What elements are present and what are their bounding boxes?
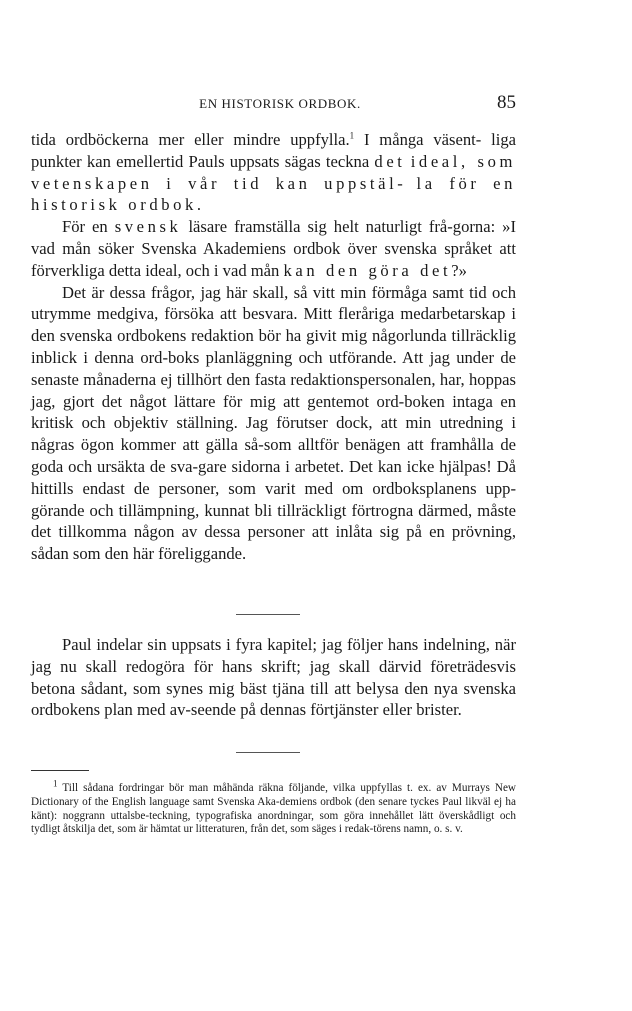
footnote-reference: 1 bbox=[349, 130, 355, 141]
text-run: . bbox=[196, 195, 202, 215]
paragraph-questions bbox=[31, 216, 516, 281]
footnote-rule bbox=[31, 770, 89, 771]
page-number: 85 bbox=[497, 92, 516, 113]
main-text-block bbox=[31, 129, 516, 565]
text-run: liga punkter kan emellertid Pauls uppsats sägas teckna bbox=[31, 130, 516, 171]
spaced-emphasis: la för en historisk ordbok bbox=[31, 173, 516, 215]
spaced-emphasis: svensk bbox=[114, 217, 182, 237]
page-header bbox=[0, 92, 632, 116]
footnote-paragraph bbox=[31, 778, 516, 837]
section-separator bbox=[236, 752, 300, 753]
spaced-emphasis: kan den göra det bbox=[283, 260, 452, 280]
section-separator bbox=[236, 614, 300, 615]
footnote bbox=[31, 778, 516, 837]
paragraph-answer: Det är dessa frågor, jag här skall, så vitt min förmåga samt tid och utrymme medgiva, försöka att besvara. Mitt fleråriga medarbetarskap i den svenska ordbokens redaktion bör ha givit mig någorlunda tillräcklig inblick i denna ord-boks planläggning och utförande. Att jag under de senaste månaderna ej tillhört den fasta redaktionspersonalen, har, hoppas jag, gjort det något lättare för mig att gentemot ord-boken intaga en kritisk och objektiv ställning. Jag förutser dock, att min utredning i någras ögon kommer att gälla så-som alltför benägen att framhålla de goda och ursäkta de sva-gare sidorna i arbetet. Det kan icke hjälpas! Då hittills endast de personer, som varit med om ordboksplanens upp-görande och tillämpning, kunnat bli tillräckligt förtrogna därmed, måste det tillkomma någon av dessa personer att inlåta sig på en prövning, sådan som den här föreliggande. bbox=[31, 282, 516, 564]
paragraph-continuation bbox=[31, 129, 516, 216]
paragraph-chapters: Paul indelar sin uppsats i fyra kapitel; jag följer hans indelning, när jag nu skall redogöra för hans skrift; jag skall därvid företrädesvis betona sådant, som synes mig bäst tjäna till att belysa den nya svenska ordbokens plan med av-seende på dennas förtjänster eller brister. bbox=[31, 635, 516, 720]
text-run: I många väsent- bbox=[354, 130, 482, 149]
footnote-text: Till sådana fordringar bör man måhända räkna följande, vilka uppfyllas t. ex. av Murrays New Dictionary of the English language samt Svenska Aka-demiens ordbok (den senare tyckes Paul likväl ej ha känt): noggrann uttalsbe-teckning, typografiska anordningar, som göra innehållet lätt överskådligt och tydligt åtskilja det, som är hämtat ur litteraturen, från det, som säges i redak-törens namn, o. s. v. bbox=[31, 782, 516, 836]
spaced-emphasis: ideal, som vetenskapen i vår tid kan uppstäl- bbox=[31, 151, 516, 193]
text-run: tida ordböckerna mer eller mindre uppfylla. bbox=[31, 130, 350, 149]
second-text-block bbox=[31, 634, 516, 721]
text-run: ?» bbox=[451, 260, 467, 280]
footnote-marker: 1 bbox=[53, 778, 58, 789]
running-title: EN HISTORISK ORDBOK. bbox=[199, 96, 361, 111]
spaced-emphasis: det bbox=[374, 151, 406, 171]
text-run: läsare framställa sig helt naturligt frå-gorna: »I vad mån söker Svenska Akademiens ordbok över svenska språket att förverkliga detta ideal, och i vad mån bbox=[31, 217, 516, 280]
text-run: För en bbox=[62, 217, 115, 237]
